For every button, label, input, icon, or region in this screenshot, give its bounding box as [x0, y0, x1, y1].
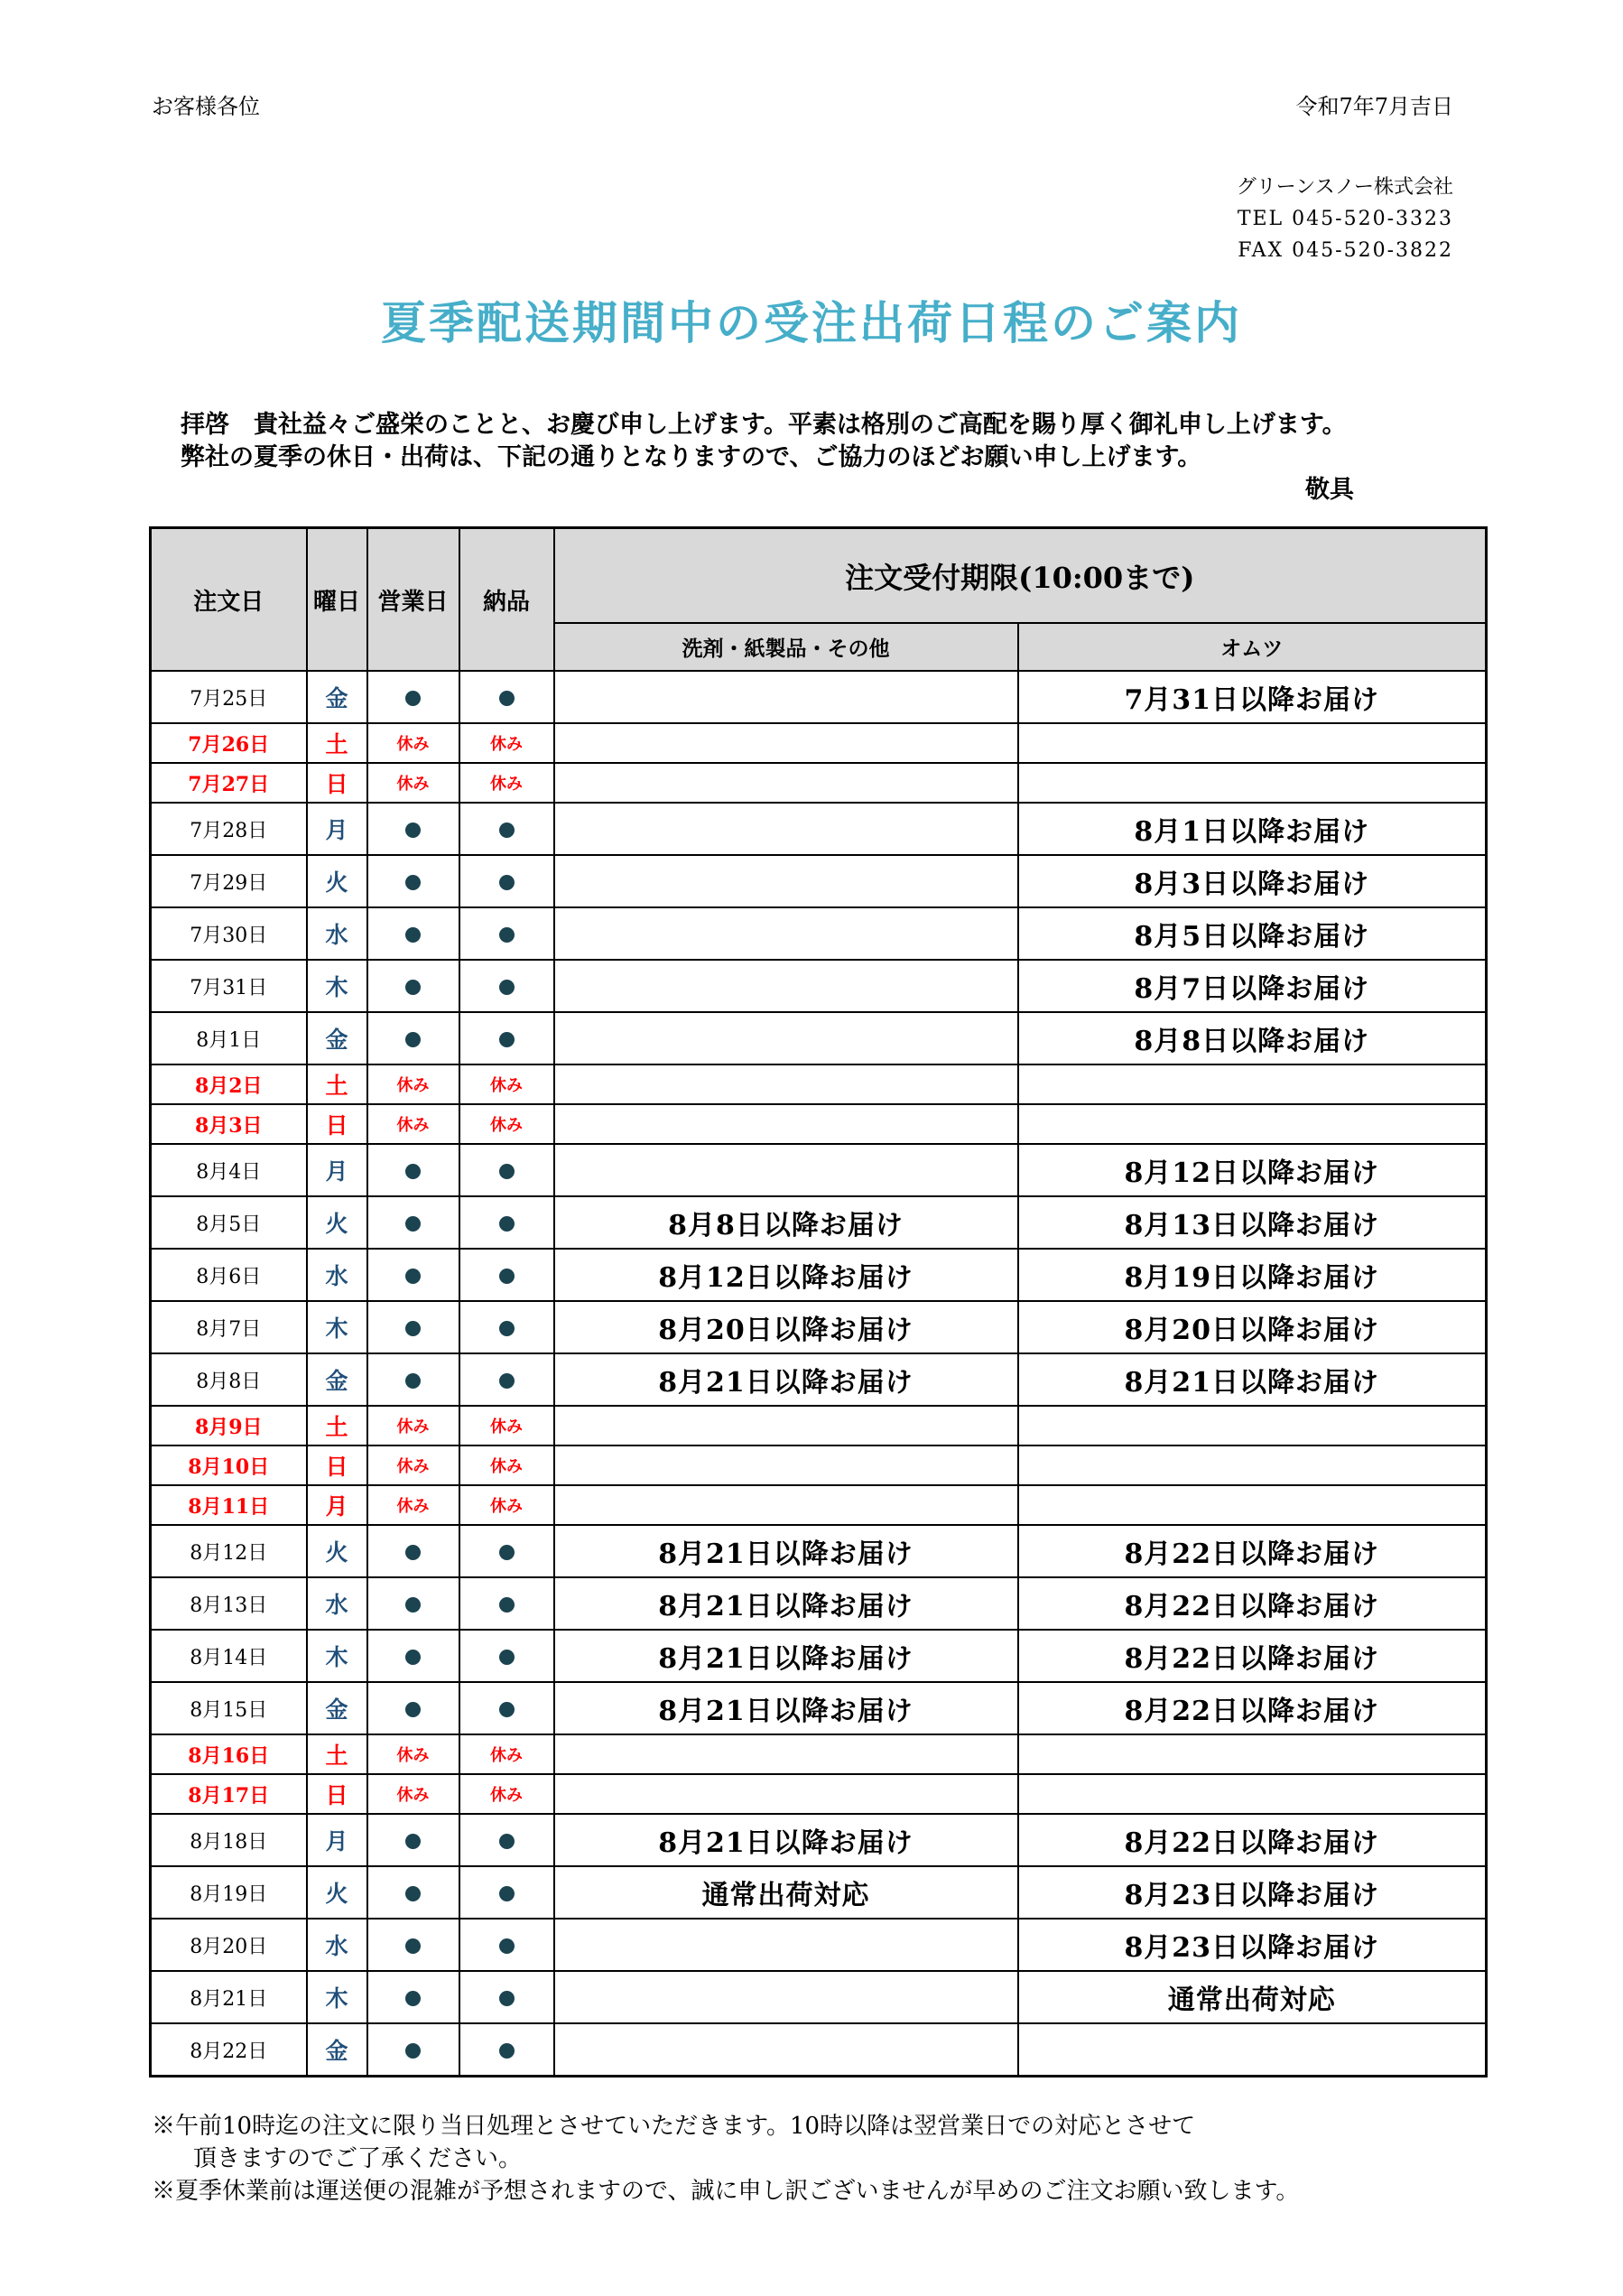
- diapers-cell: 8月7日以降お届け: [1018, 960, 1487, 1012]
- detergent-paper-cell: 8月21日以降お届け: [554, 1682, 1018, 1734]
- detergent-paper-cell: 8月20日以降お届け: [554, 1301, 1018, 1353]
- open-dot-icon: [499, 1597, 515, 1613]
- weekday-cell: 日: [307, 1774, 367, 1814]
- table-row: [151, 1249, 1487, 1301]
- delivery-cell: [459, 803, 554, 855]
- open-dot-icon: [499, 1373, 515, 1389]
- weekday-cell: 火: [307, 1196, 367, 1249]
- open-dot-icon: [405, 1834, 421, 1849]
- header-diapers: オムツ: [1018, 623, 1487, 671]
- business-day-cell: [367, 1353, 459, 1406]
- open-dot-icon: [499, 1650, 515, 1665]
- open-dot-icon: [499, 927, 515, 943]
- table-row: [151, 1525, 1487, 1577]
- delivery-cell: [459, 1249, 554, 1301]
- detergent-paper-cell: [554, 1919, 1018, 1971]
- schedule-table: [149, 526, 1488, 2078]
- delivery-cell: [459, 1012, 554, 1064]
- delivery-cell: [459, 1577, 554, 1630]
- rest-label: 休み: [396, 1746, 430, 1765]
- order-date-cell: 8月8日: [151, 1353, 307, 1406]
- open-dot-icon: [405, 691, 421, 706]
- table-row: [151, 1814, 1487, 1866]
- business-day-cell: [367, 1196, 459, 1249]
- order-date-cell: 8月4日: [151, 1144, 307, 1196]
- order-date-cell: 8月18日: [151, 1814, 307, 1866]
- order-date-cell: 8月14日: [151, 1630, 307, 1682]
- table-row: [151, 763, 1487, 803]
- diapers-cell: 8月8日以降お届け: [1018, 1012, 1487, 1064]
- detergent-paper-cell: 8月21日以降お届け: [554, 1353, 1018, 1406]
- delivery-cell: [459, 960, 554, 1012]
- weekday-cell: 土: [307, 723, 367, 763]
- rest-label: 休み: [396, 1076, 430, 1095]
- weekday-cell: 火: [307, 855, 367, 907]
- table-row: [151, 1971, 1487, 2023]
- weekday-cell: 日: [307, 763, 367, 803]
- diapers-cell: 8月22日以降お届け: [1018, 1577, 1487, 1630]
- rest-label: 休み: [396, 1497, 430, 1516]
- weekday-cell: 月: [307, 1485, 367, 1525]
- diapers-cell: 8月22日以降お届け: [1018, 1682, 1487, 1734]
- open-dot-icon: [405, 1216, 421, 1232]
- order-date-cell: 8月16日: [151, 1734, 307, 1774]
- open-dot-icon: [405, 875, 421, 890]
- detergent-paper-cell: [554, 960, 1018, 1012]
- business-day-cell: [367, 1064, 459, 1104]
- open-dot-icon: [405, 980, 421, 995]
- table-row: [151, 1774, 1487, 1814]
- company-block: [984, 172, 1453, 266]
- delivery-cell: [459, 671, 554, 723]
- order-date-cell: 8月15日: [151, 1682, 307, 1734]
- detergent-paper-cell: [554, 1144, 1018, 1196]
- business-day-cell: [367, 1577, 459, 1630]
- business-day-cell: [367, 855, 459, 907]
- table-row: [151, 1445, 1487, 1485]
- rest-label: 休み: [490, 1786, 523, 1805]
- weekday-cell: 火: [307, 1866, 367, 1919]
- detergent-paper-cell: [554, 907, 1018, 960]
- open-dot-icon: [405, 1321, 421, 1336]
- business-day-cell: [367, 1814, 459, 1866]
- business-day-cell: [367, 1301, 459, 1353]
- greeting-line-2: 弊社の夏季の休日・出荷は、下記の通りとなりますので、ご協力のほどお願い申し上げます。: [181, 443, 1202, 471]
- delivery-cell: [459, 855, 554, 907]
- detergent-paper-cell: [554, 1971, 1018, 2023]
- rest-label: 休み: [490, 775, 523, 794]
- diapers-cell: [1018, 1734, 1487, 1774]
- business-day-cell: [367, 1734, 459, 1774]
- table-row: [151, 1104, 1487, 1144]
- weekday-cell: 木: [307, 1971, 367, 2023]
- business-day-cell: [367, 763, 459, 803]
- table-row: [151, 1196, 1487, 1249]
- delivery-cell: [459, 1682, 554, 1734]
- table-row: [151, 1630, 1487, 1682]
- open-dot-icon: [499, 2043, 515, 2059]
- weekday-cell: 日: [307, 1104, 367, 1144]
- diapers-cell: 8月23日以降お届け: [1018, 1919, 1487, 1971]
- order-date-cell: 8月11日: [151, 1485, 307, 1525]
- delivery-cell: [459, 1734, 554, 1774]
- header-business-day: 営業日: [367, 528, 459, 672]
- detergent-paper-cell: [554, 1485, 1018, 1525]
- open-dot-icon: [499, 1164, 515, 1179]
- weekday-cell: 金: [307, 1682, 367, 1734]
- delivery-cell: [459, 1353, 554, 1406]
- diapers-cell: 8月19日以降お届け: [1018, 1249, 1487, 1301]
- delivery-cell: [459, 1064, 554, 1104]
- diapers-cell: [1018, 1406, 1487, 1445]
- footnote-1: ※午前10時迄の注文に限り当日処理とさせていただきます。10時以降は翌営業日での対応とさせて: [152, 2113, 1196, 2140]
- detergent-paper-cell: [554, 1734, 1018, 1774]
- business-day-cell: [367, 1012, 459, 1064]
- header-weekday: 曜日: [307, 528, 367, 672]
- business-day-cell: [367, 1630, 459, 1682]
- table-row: [151, 2023, 1487, 2077]
- table-row: [151, 1144, 1487, 1196]
- page-title: 夏季配送期間中の受注出荷日程のご案内: [381, 297, 1242, 349]
- table-row: [151, 723, 1487, 763]
- footnote-1-cont: 頂きますのでご了承ください。: [193, 2145, 523, 2172]
- table-row: [151, 1353, 1487, 1406]
- greeting-line-1: 拝啓 貴社益々ご盛栄のことと、お慶び申し上げます。平素は格別のご高配を賜り厚く御礼申し上げます。: [181, 411, 1347, 439]
- rest-label: 休み: [490, 1076, 523, 1095]
- open-dot-icon: [405, 1991, 421, 2006]
- open-dot-icon: [405, 1886, 421, 1901]
- business-day-cell: [367, 1919, 459, 1971]
- business-day-cell: [367, 2023, 459, 2077]
- business-day-cell: [367, 1682, 459, 1734]
- order-date-cell: 7月31日: [151, 960, 307, 1012]
- open-dot-icon: [405, 2043, 421, 2059]
- header-detergent-paper: 洗剤・紙製品・その他: [554, 623, 1018, 671]
- open-dot-icon: [499, 1216, 515, 1232]
- open-dot-icon: [405, 1269, 421, 1284]
- weekday-cell: 木: [307, 1630, 367, 1682]
- order-date-cell: 8月13日: [151, 1577, 307, 1630]
- detergent-paper-cell: [554, 1064, 1018, 1104]
- detergent-paper-cell: [554, 1445, 1018, 1485]
- delivery-cell: [459, 763, 554, 803]
- open-dot-icon: [405, 927, 421, 943]
- weekday-cell: 金: [307, 1353, 367, 1406]
- order-date-cell: 7月29日: [151, 855, 307, 907]
- open-dot-icon: [499, 823, 515, 838]
- recipient-line: お客様各位: [152, 94, 260, 119]
- open-dot-icon: [405, 1032, 421, 1047]
- table-row: [151, 1485, 1487, 1525]
- diapers-cell: 8月13日以降お届け: [1018, 1196, 1487, 1249]
- weekday-cell: 金: [307, 671, 367, 723]
- diapers-cell: 通常出荷対応: [1018, 1971, 1487, 2023]
- detergent-paper-cell: [554, 1406, 1018, 1445]
- business-day-cell: [367, 907, 459, 960]
- table-row: [151, 1734, 1487, 1774]
- weekday-cell: 金: [307, 1012, 367, 1064]
- rest-label: 休み: [490, 735, 523, 754]
- business-day-cell: [367, 803, 459, 855]
- order-date-cell: 8月1日: [151, 1012, 307, 1064]
- table-row: [151, 1866, 1487, 1919]
- diapers-cell: [1018, 1064, 1487, 1104]
- diapers-cell: 8月22日以降お届け: [1018, 1525, 1487, 1577]
- diapers-cell: 8月5日以降お届け: [1018, 907, 1487, 960]
- open-dot-icon: [405, 823, 421, 838]
- business-day-cell: [367, 1406, 459, 1445]
- business-day-cell: [367, 1525, 459, 1577]
- business-day-cell: [367, 723, 459, 763]
- open-dot-icon: [499, 691, 515, 706]
- detergent-paper-cell: [554, 855, 1018, 907]
- weekday-cell: 月: [307, 803, 367, 855]
- delivery-cell: [459, 1196, 554, 1249]
- business-day-cell: [367, 1866, 459, 1919]
- open-dot-icon: [499, 1834, 515, 1849]
- header-delivery: 納品: [459, 528, 554, 672]
- order-date-cell: 7月25日: [151, 671, 307, 723]
- order-date-cell: 8月6日: [151, 1249, 307, 1301]
- order-date-cell: 8月7日: [151, 1301, 307, 1353]
- rest-label: 休み: [490, 1418, 523, 1436]
- order-date-cell: 8月21日: [151, 1971, 307, 2023]
- detergent-paper-cell: [554, 1774, 1018, 1814]
- order-date-cell: 7月28日: [151, 803, 307, 855]
- open-dot-icon: [405, 1164, 421, 1179]
- company-name: グリーンスノー株式会社: [1236, 176, 1453, 199]
- business-day-cell: [367, 1445, 459, 1485]
- diapers-cell: 8月23日以降お届け: [1018, 1866, 1487, 1919]
- order-date-cell: 8月22日: [151, 2023, 307, 2077]
- detergent-paper-cell: [554, 671, 1018, 723]
- table-row: [151, 1919, 1487, 1971]
- open-dot-icon: [405, 1702, 421, 1717]
- business-day-cell: [367, 1774, 459, 1814]
- delivery-cell: [459, 1774, 554, 1814]
- business-day-cell: [367, 1104, 459, 1144]
- detergent-paper-cell: [554, 1104, 1018, 1144]
- open-dot-icon: [499, 1886, 515, 1901]
- order-date-cell: 8月3日: [151, 1104, 307, 1144]
- open-dot-icon: [405, 1545, 421, 1560]
- header-order-date: 注文日: [151, 528, 307, 672]
- rest-label: 休み: [396, 1457, 430, 1476]
- table-row: [151, 1064, 1487, 1104]
- delivery-cell: [459, 1104, 554, 1144]
- rest-label: 休み: [490, 1116, 523, 1135]
- detergent-paper-cell: 8月21日以降お届け: [554, 1577, 1018, 1630]
- open-dot-icon: [499, 1702, 515, 1717]
- delivery-cell: [459, 1630, 554, 1682]
- issue-date: 令和7年7月吉日: [1295, 94, 1453, 119]
- order-date-cell: 8月10日: [151, 1445, 307, 1485]
- weekday-cell: 木: [307, 1301, 367, 1353]
- rest-label: 休み: [396, 1786, 430, 1805]
- detergent-paper-cell: [554, 803, 1018, 855]
- weekday-cell: 木: [307, 960, 367, 1012]
- business-day-cell: [367, 1144, 459, 1196]
- business-day-cell: [367, 960, 459, 1012]
- table-row: [151, 1406, 1487, 1445]
- delivery-cell: [459, 1406, 554, 1445]
- delivery-cell: [459, 1144, 554, 1196]
- greeting-text: [181, 409, 1426, 474]
- business-day-cell: [367, 671, 459, 723]
- weekday-cell: 水: [307, 1577, 367, 1630]
- weekday-cell: 金: [307, 2023, 367, 2077]
- order-date-cell: 8月17日: [151, 1774, 307, 1814]
- delivery-cell: [459, 723, 554, 763]
- weekday-cell: 土: [307, 1064, 367, 1104]
- diapers-cell: 8月22日以降お届け: [1018, 1630, 1487, 1682]
- order-date-cell: 8月20日: [151, 1919, 307, 1971]
- table-row: [151, 960, 1487, 1012]
- business-day-cell: [367, 1971, 459, 2023]
- rest-label: 休み: [490, 1746, 523, 1765]
- diapers-cell: [1018, 1104, 1487, 1144]
- rest-label: 休み: [396, 1116, 430, 1135]
- detergent-paper-cell: 通常出荷対応: [554, 1866, 1018, 1919]
- detergent-paper-cell: 8月21日以降お届け: [554, 1630, 1018, 1682]
- table-row: [151, 671, 1487, 723]
- delivery-cell: [459, 1814, 554, 1866]
- order-date-cell: 7月27日: [151, 763, 307, 803]
- detergent-paper-cell: 8月21日以降お届け: [554, 1814, 1018, 1866]
- diapers-cell: 7月31日以降お届け: [1018, 671, 1487, 723]
- order-date-cell: 8月19日: [151, 1866, 307, 1919]
- detergent-paper-cell: [554, 1012, 1018, 1064]
- open-dot-icon: [499, 1269, 515, 1284]
- weekday-cell: 日: [307, 1445, 367, 1485]
- closing-word: 敬具: [1305, 476, 1354, 504]
- open-dot-icon: [405, 1597, 421, 1613]
- detergent-paper-cell: 8月12日以降お届け: [554, 1249, 1018, 1301]
- detergent-paper-cell: [554, 2023, 1018, 2077]
- delivery-cell: [459, 1485, 554, 1525]
- diapers-cell: 8月22日以降お届け: [1018, 1814, 1487, 1866]
- diapers-cell: 8月12日以降お届け: [1018, 1144, 1487, 1196]
- open-dot-icon: [499, 1545, 515, 1560]
- diapers-cell: [1018, 763, 1487, 803]
- delivery-cell: [459, 1866, 554, 1919]
- weekday-cell: 火: [307, 1525, 367, 1577]
- weekday-cell: 土: [307, 1406, 367, 1445]
- rest-label: 休み: [396, 1418, 430, 1436]
- rest-label: 休み: [396, 775, 430, 794]
- weekday-cell: 土: [307, 1734, 367, 1774]
- rest-label: 休み: [490, 1497, 523, 1516]
- order-date-cell: 7月30日: [151, 907, 307, 960]
- delivery-cell: [459, 1445, 554, 1485]
- diapers-cell: 8月3日以降お届け: [1018, 855, 1487, 907]
- open-dot-icon: [405, 1650, 421, 1665]
- delivery-cell: [459, 1919, 554, 1971]
- table-row: [151, 1577, 1487, 1630]
- order-date-cell: 8月5日: [151, 1196, 307, 1249]
- schedule-body: [151, 671, 1487, 2077]
- table-row: [151, 1012, 1487, 1064]
- detergent-paper-cell: 8月21日以降お届け: [554, 1525, 1018, 1577]
- order-date-cell: 8月9日: [151, 1406, 307, 1445]
- delivery-cell: [459, 2023, 554, 2077]
- weekday-cell: 水: [307, 907, 367, 960]
- weekday-cell: 月: [307, 1814, 367, 1866]
- diapers-cell: 8月21日以降お届け: [1018, 1353, 1487, 1406]
- weekday-cell: 月: [307, 1144, 367, 1196]
- order-date-cell: 8月2日: [151, 1064, 307, 1104]
- footnote-2: ※夏季休業前は運送便の混雑が予想されますので、誠に申し訳ございませんが早めのご注文お願い致します。: [152, 2178, 1300, 2205]
- order-date-cell: 8月12日: [151, 1525, 307, 1577]
- open-dot-icon: [499, 1321, 515, 1336]
- table-row: [151, 855, 1487, 907]
- weekday-cell: 水: [307, 1249, 367, 1301]
- delivery-cell: [459, 1525, 554, 1577]
- header-deadline: 注文受付期限(10:00まで): [554, 528, 1487, 624]
- diapers-cell: 8月1日以降お届け: [1018, 803, 1487, 855]
- detergent-paper-cell: 8月8日以降お届け: [554, 1196, 1018, 1249]
- open-dot-icon: [499, 875, 515, 890]
- table-row: [151, 803, 1487, 855]
- open-dot-icon: [499, 1991, 515, 2006]
- diapers-cell: 8月20日以降お届け: [1018, 1301, 1487, 1353]
- open-dot-icon: [405, 1938, 421, 1954]
- table-row: [151, 1301, 1487, 1353]
- rest-label: 休み: [490, 1457, 523, 1476]
- open-dot-icon: [499, 1032, 515, 1047]
- diapers-cell: [1018, 1485, 1487, 1525]
- diapers-cell: [1018, 2023, 1487, 2077]
- diapers-cell: [1018, 723, 1487, 763]
- weekday-cell: 水: [307, 1919, 367, 1971]
- delivery-cell: [459, 1301, 554, 1353]
- detergent-paper-cell: [554, 763, 1018, 803]
- open-dot-icon: [499, 980, 515, 995]
- company-tel: TEL 045-520-3323: [1237, 208, 1453, 230]
- diapers-cell: [1018, 1774, 1487, 1814]
- company-fax: FAX 045-520-3822: [1238, 239, 1453, 262]
- table-row: [151, 1682, 1487, 1734]
- delivery-cell: [459, 907, 554, 960]
- business-day-cell: [367, 1249, 459, 1301]
- table-row: [151, 907, 1487, 960]
- open-dot-icon: [405, 1373, 421, 1389]
- order-date-cell: 7月26日: [151, 723, 307, 763]
- rest-label: 休み: [396, 735, 430, 754]
- business-day-cell: [367, 1485, 459, 1525]
- diapers-cell: [1018, 1445, 1487, 1485]
- detergent-paper-cell: [554, 723, 1018, 763]
- open-dot-icon: [499, 1938, 515, 1954]
- footnotes: [152, 2110, 1506, 2208]
- delivery-cell: [459, 1971, 554, 2023]
